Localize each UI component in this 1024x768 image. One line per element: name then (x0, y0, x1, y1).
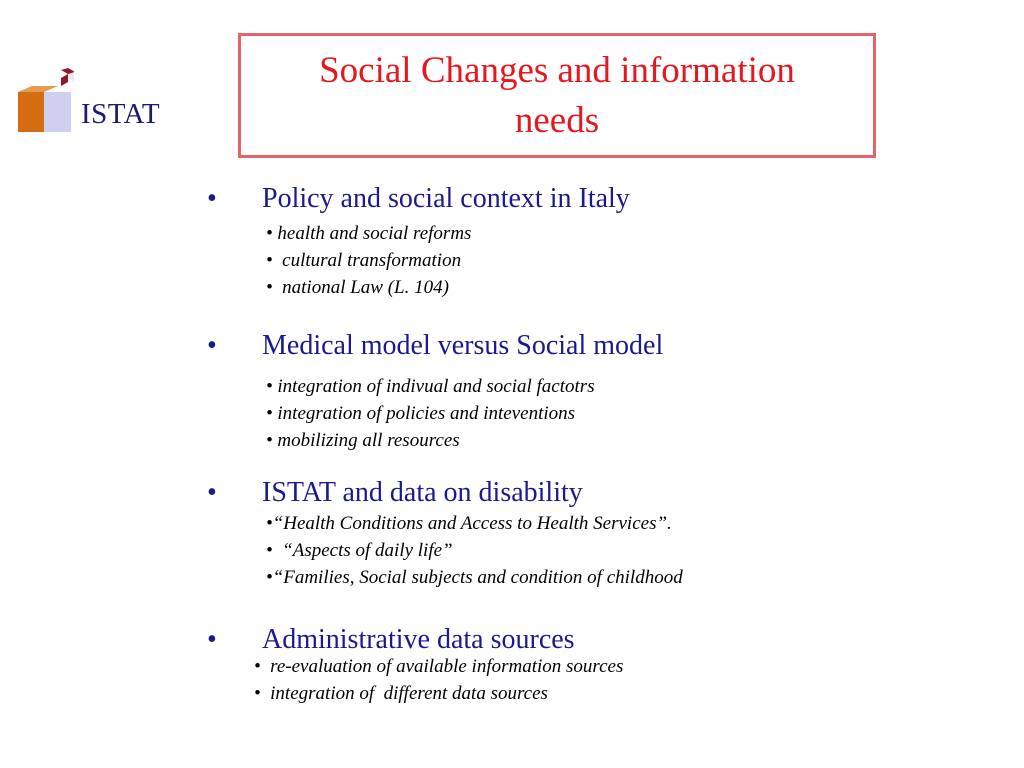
section-administrative-sources (207, 623, 623, 707)
list-item: • health and social reforms (266, 223, 472, 244)
list-item: • “Aspects of daily life” (266, 540, 453, 561)
section-heading-text: Policy and social context in Italy (262, 183, 630, 214)
section-heading (207, 182, 630, 216)
istat-logo-icon (14, 68, 74, 134)
section-istat-disability (207, 476, 683, 591)
logo-text: ISTAT (81, 98, 161, 130)
list-item: • re-evaluation of available information sources (254, 656, 624, 677)
list-item: • national Law (L. 104) (266, 277, 449, 298)
istat-logo (14, 68, 194, 138)
section-policy-context (207, 182, 630, 301)
list-item: • integration of policies and inteventions (266, 403, 576, 424)
list-item: • integration of indivual and social factotrs (266, 376, 595, 397)
bullet-icon: • (207, 477, 217, 508)
title-box (238, 33, 876, 158)
list-item: • integration of different data sources (254, 683, 548, 704)
list-item: • cultural transformation (266, 250, 462, 271)
sub-list (254, 653, 623, 707)
title-line-2: needs (514, 99, 600, 141)
section-heading (207, 329, 664, 363)
section-heading (207, 476, 683, 510)
section-heading-text: Medical model versus Social model (262, 330, 664, 361)
title-line-1: Social Changes and information (319, 49, 795, 91)
list-item: •“Families, Social subjects and condition of childhood (266, 567, 683, 588)
sub-list (266, 220, 471, 301)
section-heading-text: ISTAT and data on disability (262, 477, 583, 508)
list-item: • mobilizing all resources (266, 430, 460, 451)
section-heading (207, 623, 623, 657)
slide-title (319, 46, 795, 146)
list-item: •“Health Conditions and Access to Health Services”. (266, 513, 672, 534)
bullet-icon: • (207, 330, 217, 361)
sub-list (266, 510, 683, 591)
bullet-icon: • (207, 183, 217, 214)
bullet-icon: • (207, 624, 217, 655)
section-medical-social-model (207, 329, 664, 454)
section-heading-text: Administrative data sources (262, 624, 575, 655)
sub-list (266, 373, 595, 454)
